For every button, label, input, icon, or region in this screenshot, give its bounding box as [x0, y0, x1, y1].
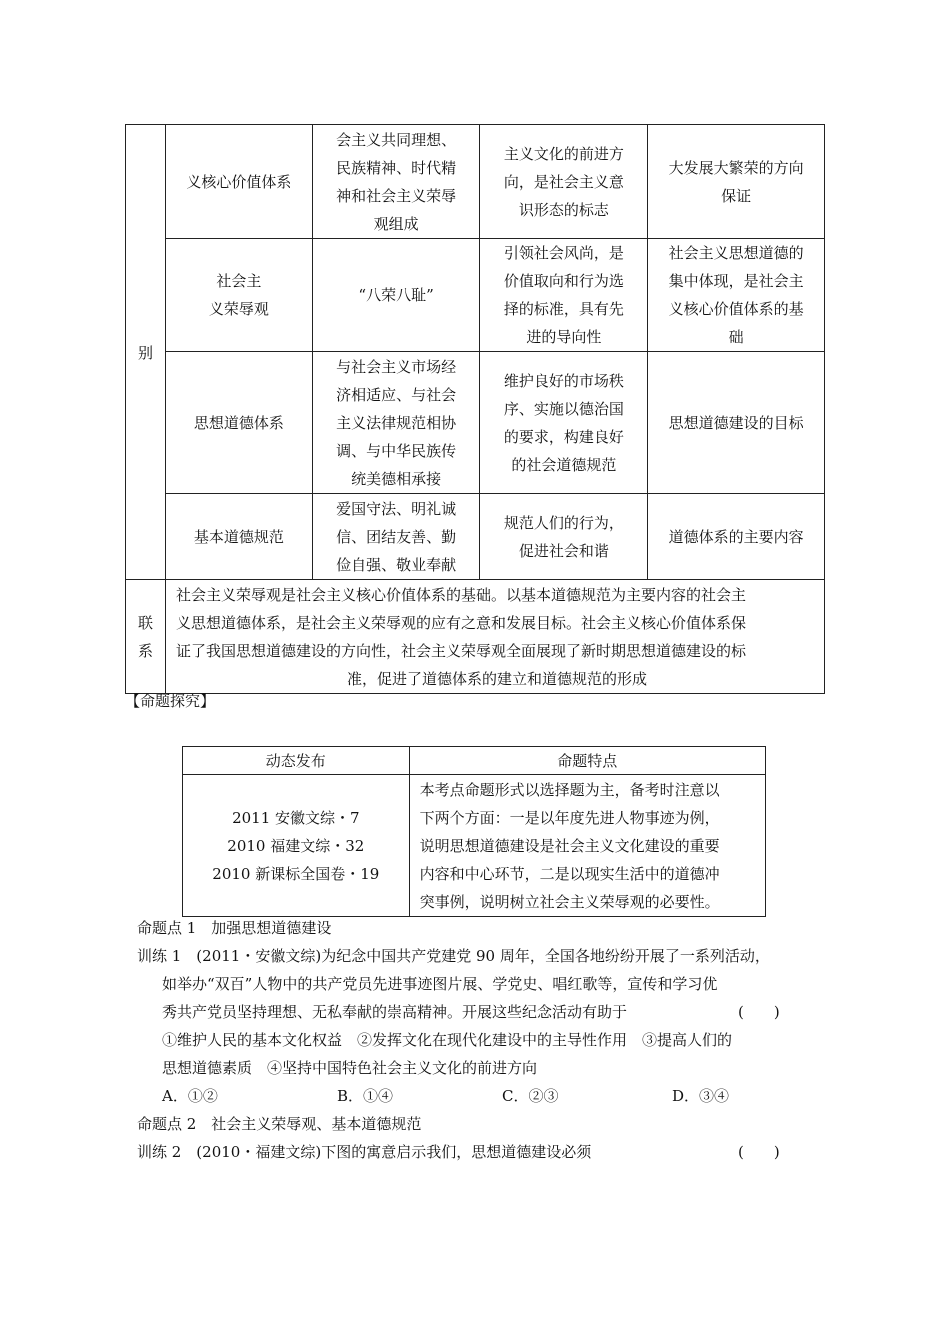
choice-b: B．①④: [337, 1087, 394, 1105]
answer-paren: ( ): [738, 1143, 780, 1161]
features-cell: 本考点命题形式以选择题为主，备考时注意以 下两个方面：一是以年度先进人物事迹为例， 说明思想道德建设是社会主义文化建设的重要 内容和中心环节，二是以现实生活中的道德冲 突事例，说明树立社会主义荣辱观的必要性。: [409, 775, 765, 917]
role-cell: 规范人们的行为， 促进社会和谐: [480, 494, 648, 580]
choice-d: D．③④: [672, 1087, 730, 1105]
role-cell: 维护良好的市场秩 序、实施以德治国 的要求，构建良好 的社会道德规范: [480, 352, 648, 494]
content-cell: “八荣八耻”: [312, 239, 480, 352]
section-title: 【命题探究】: [125, 692, 216, 710]
exercise-1-text: 如举办“双百”人物中的共产党员先进事迹图片展、学党史、唱红歌等，宣传和学习优: [162, 975, 718, 993]
content-cell: 与社会主义市场经 济相适应、与社会 主义法律规范相协 调、与中华民族传 统美德相承接: [312, 352, 480, 494]
exercise-1-options: ①维护人民的基本文化权益 ②发挥文化在现代化建设中的主导性作用 ③提高人们的: [162, 1031, 733, 1049]
relation-cell: 大发展大繁荣的方向 保证: [648, 125, 825, 239]
side-label: 别: [137, 343, 153, 362]
link-label-cell: 联 系: [126, 580, 166, 694]
sources-cell: 2011 安徽文综・7 2010 福建文综・32 2010 新课标全国卷・19: [183, 775, 410, 917]
name-cell: 思想道德体系: [165, 352, 312, 494]
exercise-1-text: 秀共产党员坚持理想、无私奉献的崇高精神。开展这些纪念活动有助于: [162, 1003, 628, 1021]
answer-paren: ( ): [738, 1003, 780, 1021]
link-text-cell: 社会主义荣辱观是社会主义核心价值体系的基础。以基本道德规范为主要内容的社会主 义思想道德体系，是社会主义荣辱观的应有之意和发展目标。社会主义核心价值体系保 证了我国思想道德建设的方向性，社会主义荣辱观全面展现了新时期思想道德建设的标 准，促进了道德体系的建立和道德规范的形成: [165, 580, 824, 694]
exercise-2-text: 训练 2 (2010・福建文综)下图的寓意启示我们，思想道德建设必须: [137, 1143, 592, 1161]
column-header: 命题特点: [409, 747, 765, 775]
exercise-1-options: 思想道德素质 ④坚持中国特色社会主义文化的前进方向: [162, 1059, 538, 1077]
name-cell: 义核心价值体系: [165, 125, 312, 239]
relation-cell: 社会主义思想道德的 集中体现，是社会主 义核心价值体系的基 础: [648, 239, 825, 352]
exercise-1-text: 训练 1 (2011・安徽文综)为纪念中国共产党建党 90 周年，全国各地纷纷开展了一系列活动，: [137, 947, 770, 965]
column-header: 动态发布: [183, 747, 410, 775]
role-cell: 主义文化的前进方 向，是社会主义意 识形态的标志: [480, 125, 648, 239]
comparison-table: [125, 124, 825, 694]
role-cell: 引领社会风尚，是 价值取向和行为选 择的标准，具有先 进的导向性: [480, 239, 648, 352]
relation-cell: 思想道德建设的目标: [648, 352, 825, 494]
table-row: [126, 352, 825, 494]
side-label-cell: [126, 125, 166, 580]
table-row: [126, 125, 825, 239]
name-cell: 基本道德规范: [165, 494, 312, 580]
table-row: [183, 775, 766, 917]
table-row: [126, 239, 825, 352]
choice-a: A．①②: [162, 1087, 218, 1105]
proposition-point-2: 命题点 2 社会主义荣辱观、基本道德规范: [137, 1115, 422, 1133]
table-row: [126, 494, 825, 580]
content-cell: 爱国守法、明礼诚 信、团结友善、勤 俭自强、敬业奉献: [312, 494, 480, 580]
table-row: [126, 580, 825, 694]
choice-c: C．②③: [502, 1087, 559, 1105]
table-header-row: [183, 747, 766, 775]
content-cell: 会主义共同理想、 民族精神、时代精 神和社会主义荣辱 观组成: [312, 125, 480, 239]
name-cell: 社会主 义荣辱观: [165, 239, 312, 352]
relation-cell: 道德体系的主要内容: [648, 494, 825, 580]
proposition-point-1: 命题点 1 加强思想道德建设: [137, 919, 332, 937]
exam-table: [182, 746, 766, 917]
